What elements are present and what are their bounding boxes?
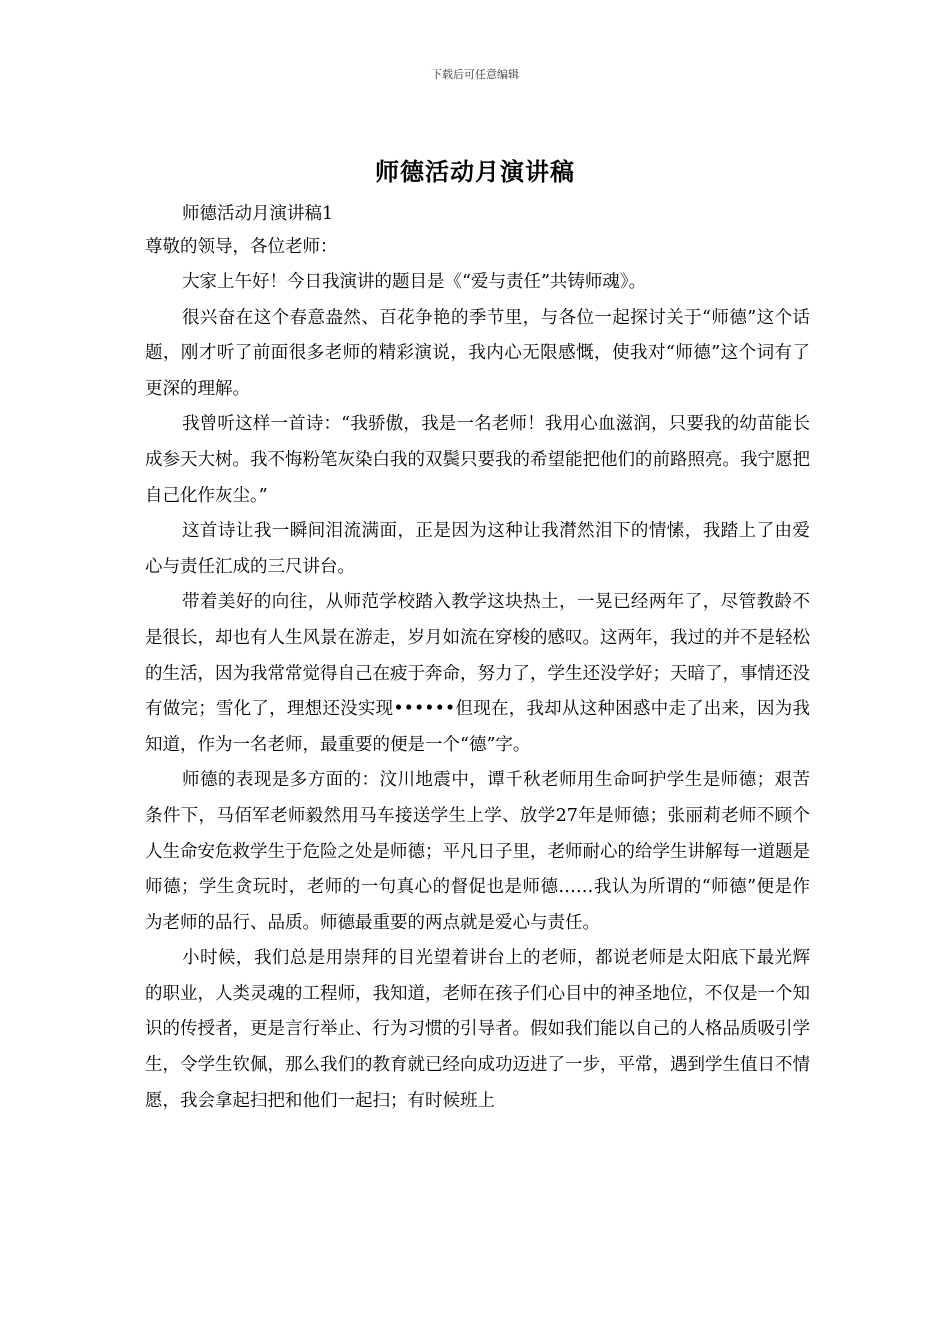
paragraph-6: 师德的表现是多方面的：汶川地震中，谭千秋老师用生命呵护学生是师德；艰苦条件下，马佰军老师毅然用马车接送学生上学、放学27年是师德；张丽莉老师不顾个人生命安危救学生于危险之处是师德；平凡日子里，老师耐心的给学生讲解每一道题是师德；学生贪玩时，老师的一句真心的督促也是师德……我认为所谓的“师德”便是作为老师的品行、品质。师德最重要的两点就是爱心与责任。 xyxy=(145,770,810,933)
paragraph-3: 我曾听这样一首诗：“我骄傲，我是一名老师！我用心血滋润，只要我的幼苗能长成参天大树。我不悔粉笔灰染白我的双鬓只要我的希望能把他们的前路照亮。我宁愿把自己化作灰尘。” xyxy=(145,414,810,506)
paragraph-1: 大家上午好！今日我演讲的题目是《“爱与责任”共铸师魂》。 xyxy=(182,272,647,292)
document-body xyxy=(145,198,810,1119)
salutation: 尊敬的领导，各位老师： xyxy=(145,237,338,257)
page-header-note: 下载后可任意编辑 xyxy=(431,68,519,81)
paragraph-7: 小时候，我们总是用崇拜的目光望着讲台上的老师，都说老师是太阳底下最光辉的职业，人类灵魂的工程师，我知道，老师在孩子们心目中的神圣地位，不仅是一个知识的传授者，更是言行举止、行为习惯的引导者。假如我们能以自己的人格品质吸引学生，令学生钦佩，那么我们的教育就已经向成功迈进了一步，平常，遇到学生值日不情愿，我会拿起扫把和他们一起扫；有时候班上 xyxy=(145,948,810,1111)
paragraph-2: 很兴奋在这个春意盎然、百花争艳的季节里，与各位一起探讨关于“师德”这个话题，刚才听了前面很多老师的精彩演说，我内心无限感慨，使我对“师德”这个词有了更深的理解。 xyxy=(145,307,810,399)
paragraph-4: 这首诗让我一瞬间泪流满面，正是因为这种让我潸然泪下的情愫，我踏上了由爱心与责任汇成的三尺讲台。 xyxy=(145,521,810,577)
paragraph-5: 带着美好的向往，从师范学校踏入教学这块热土，一晃已经两年了，尽管教龄不是很长，却也有人生风景在游走，岁月如流在穿梭的感叹。这两年，我过的并不是轻松的生活，因为我常常觉得自己在疲于奔命，努力了，学生还没学好；天暗了，事情还没有做完；雪化了，理想还没实现••••••但现在，我却从这种困惑中走了出来，因为我知道，作为一名老师，最重要的便是一个“德”字。 xyxy=(145,592,810,755)
document-title: 师德活动月演讲稿 xyxy=(375,157,575,186)
document-subtitle: 师德活动月演讲稿1 xyxy=(182,204,334,224)
